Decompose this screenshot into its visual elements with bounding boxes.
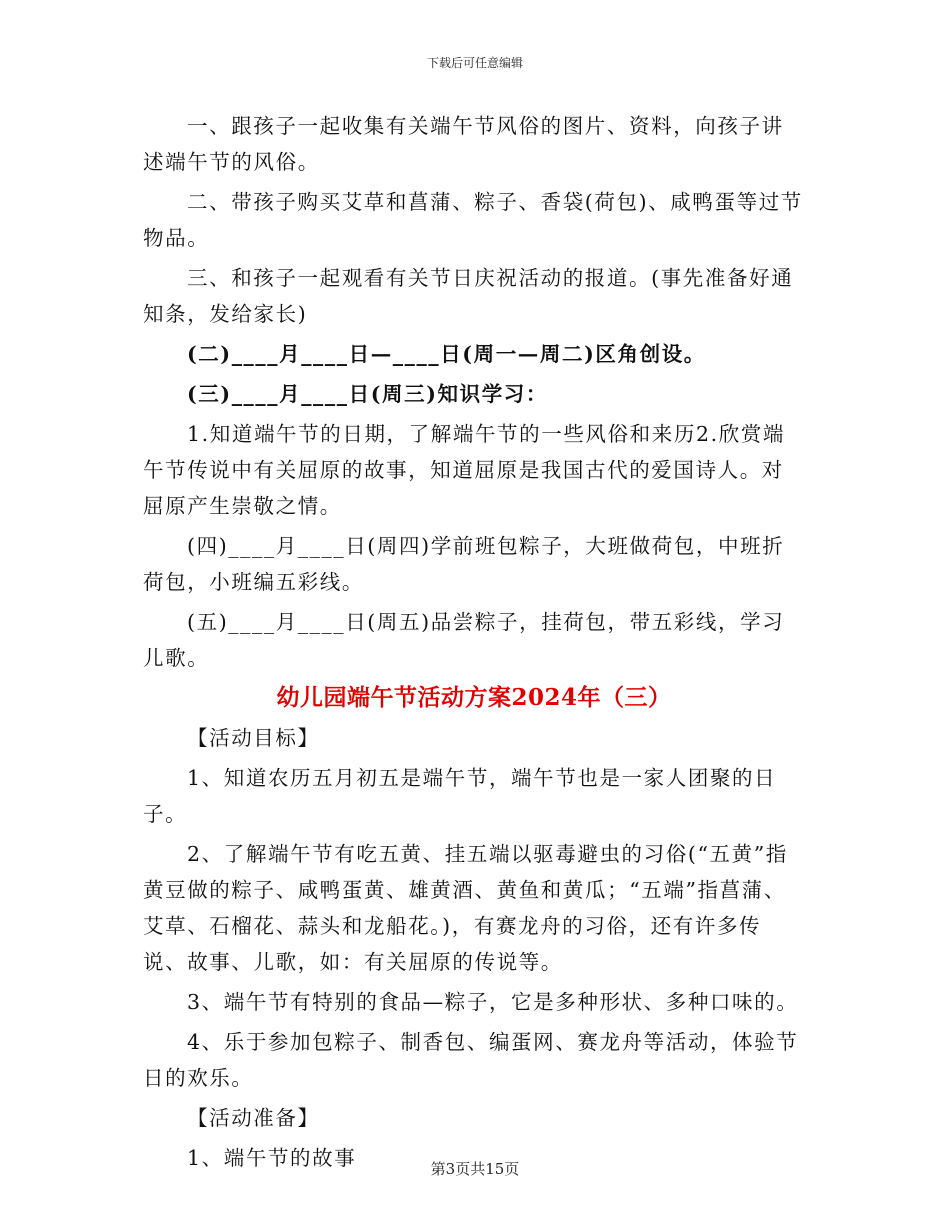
paragraph: 二、带孩子购买艾草和菖蒲、粽子、香袋(荷包)、咸鸭蛋等过节物品。 bbox=[143, 190, 803, 250]
paragraph: 【活动准备】 bbox=[187, 1106, 320, 1130]
paragraph: 1、知道农历五月初五是端午节，端午节也是一家人团聚的日子。 bbox=[143, 766, 777, 826]
section-title: 幼儿园端午节活动方案2024年（三） bbox=[276, 684, 672, 711]
paragraph: 【活动目标】 bbox=[187, 726, 320, 750]
paragraph: 1、端午节的故事 bbox=[187, 1146, 357, 1170]
paragraph-group-before bbox=[143, 108, 805, 676]
document-body bbox=[143, 108, 805, 1180]
paragraph: 4、乐于参加包粽子、制香包、编蛋网、赛龙舟等活动，体验节日的欢乐。 bbox=[143, 1030, 799, 1090]
paragraph: (四)____月____日(周四)学前班包粽子，大班做荷包，中班折荷包，小班编五彩线。 bbox=[143, 534, 785, 594]
paragraph: 三、和孩子一起观看有关节日庆祝活动的报道。(事先准备好通知条，发给家长) bbox=[143, 266, 794, 326]
paragraph: 一、跟孩子一起收集有关端午节风俗的图片、资料，向孩子讲述端午节的风俗。 bbox=[143, 114, 784, 174]
paragraph: 1.知道端午节的日期，了解端午节的一些风俗和来历2.欣赏端午节传说中有关屈原的故事，知道屈原是我国古代的爱国诗人。对屈原产生崇敬之情。 bbox=[143, 422, 786, 518]
page-header: 下载后可任意编辑 bbox=[426, 56, 523, 70]
paragraph: (三)____月____日(周三)知识学习： bbox=[187, 382, 548, 406]
paragraph: (二)____月____日—____日(周一—周二)区角创设。 bbox=[187, 342, 706, 366]
paragraph: (五)____月____日(周五)品尝粽子，挂荷包，带五彩线，学习儿歌。 bbox=[143, 610, 785, 670]
paragraph: 3、端午节有特别的食品—粽子，它是多种形状、多种口味的。 bbox=[187, 990, 799, 1014]
paragraph: 2、了解端午节有吃五黄、挂五端以驱毒避虫的习俗(“五黄”指黄豆做的粽子、咸鸭蛋黄、雄黄酒、黄鱼和黄瓜；“五端”指菖蒲、艾草、石榴花、蒜头和龙船花。)，有赛龙舟的习俗，还有许多传说、故事、儿歌，如：有关屈原的传说等。 bbox=[143, 842, 788, 974]
page-footer: 第3页共15页 bbox=[430, 1160, 520, 1178]
paragraph-group-after bbox=[143, 720, 805, 1176]
